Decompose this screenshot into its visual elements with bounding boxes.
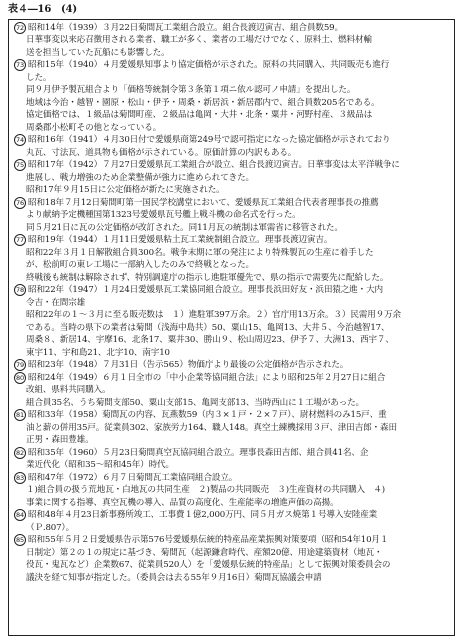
entry-line xyxy=(14,109,449,122)
entry-text: が、松前町の東レ工場に一部納入したのみで終戦となった。 xyxy=(26,260,254,270)
chronology-entry xyxy=(14,359,449,372)
entry-text: 昭和35年（1960）５月23日菊間真空瓦協同組合設立。理事長森田吉郎、組合員41名、企 xyxy=(28,447,369,458)
entry-line xyxy=(14,97,449,110)
entry-line xyxy=(14,459,449,472)
entry-line xyxy=(14,509,449,522)
chronology-table xyxy=(8,19,455,636)
entry-text: 昭和48年４月23日新事務所竣工、工事費１億2,000万円、同５月ガス焼第１号導入安陸産業 xyxy=(28,510,378,520)
chronology-entry xyxy=(14,197,449,235)
entry-text: 昭和14年（1939）３月22日菊間瓦工業組合設立。組合長渡辺寅吉、組合員数59。 xyxy=(28,22,343,33)
entry-line xyxy=(14,172,449,185)
chronology-entry xyxy=(14,372,449,410)
entry-line xyxy=(14,522,449,535)
chronology-entry xyxy=(14,472,449,510)
entry-text: 周桑郡小松町その他となっている。 xyxy=(26,122,162,133)
entry-text: 昭和33年（1958）菊間瓦の内容、瓦燕数59（内３×１戸・２×７戸）、尉材燃料のみ15戸、重 xyxy=(28,410,387,420)
entry-line xyxy=(14,497,449,510)
chronology-entry xyxy=(14,134,449,159)
chronology-entry xyxy=(14,234,449,284)
entry-text: 終戦後も統制は解除されず、特別調達庁の指示し進駐軍優先で、県の指示で需要先に配給した。 xyxy=(26,272,389,283)
entry-text: 進展し、戦力増強のため企業整備が強力に進められてきた。 xyxy=(26,172,254,183)
entry-text: 地域は今治・越智・園原・松山・伊予・周桑・新居浜・新居郡内で、組合員数205名である。 xyxy=(26,97,380,108)
chronology-entry xyxy=(14,159,449,197)
entry-text: 昭和18年７月12日菊間町第一国民学校講堂において、愛媛県瓦工業組合代表者理事長の推薦 xyxy=(28,197,379,208)
entry-line xyxy=(14,22,449,35)
entry-text: 昭和55年５月２日愛媛県告示第576号愛媛県伝統的特産品産業振興対策要項（昭和54年10月１ xyxy=(28,535,389,545)
entry-text: 昭和17年９月15日に公定価格が新たに実施された。 xyxy=(26,185,225,195)
entry-number-badge: 84 xyxy=(14,509,26,521)
entry-line xyxy=(14,559,449,572)
entry-line xyxy=(14,134,449,147)
entry-text: 昭和22年３月１日解散組合員300名。戦争末期に軍の発注により特殊製瓦の生産に着手した xyxy=(26,247,374,258)
entry-line xyxy=(14,234,449,247)
entry-line xyxy=(14,72,449,85)
entry-text: 昭和16年（1941）４月30日付で愛媛県商第249号で認可指定になった協定価格が示されており xyxy=(28,135,391,145)
entry-text: 昭和17年（1942）７月27日愛媛県瓦工業組合が設立、組合長渡辺寅吉。日華事変は太平洋戦争に xyxy=(28,160,400,170)
entry-text: 東宇11、宇和島21、北宇10、南宇10 xyxy=(26,347,170,358)
entry-text: 正男・森田豊雄。 xyxy=(26,435,94,445)
entry-text: 役瓦・鬼瓦など）企業数67、従業員520人）を「愛媛県伝統的特産品」として振興対策委員会の xyxy=(26,560,391,570)
entry-number-badge: 85 xyxy=(14,534,26,546)
entry-text: より献納予定機種国第1323号愛媛県瓦号艦上戦斗機の命名式を行った。 xyxy=(26,210,301,220)
entry-text: 昭和22年（1947）１月24日愛媛県瓦工業協同組合設立。理事長浜田好友・浜田猿之進・大内 xyxy=(28,285,383,295)
entry-line xyxy=(14,347,449,360)
entry-text: 昭和19年（1944）１月11日愛媛県粘土瓦工業統制組合設立。理事長渡辺寅吉。 xyxy=(28,235,333,245)
entry-text: 昭和15年（1940）４月愛媛県知事より協定価格が示された。原料の共同購入、共同販売も進行 xyxy=(28,60,390,70)
entry-line xyxy=(14,409,449,422)
entry-line xyxy=(14,572,449,585)
entry-number-badge: 74 xyxy=(14,134,26,146)
entry-line xyxy=(14,122,449,135)
entry-text: である。当時の県下の業者は菊間（浅海中島共）50、粟山15、亀岡13、大井５、今治越智17、 xyxy=(26,322,390,333)
entry-text: １)組合員の扱う荒地瓦・白地瓦の共同生産 ２)製品の共同販売 ３)生産資材の共同購入 ４) xyxy=(26,485,386,495)
entry-line xyxy=(14,197,449,210)
chronology-entry xyxy=(14,284,449,359)
entry-text: 議決を経て知事が指定した。（委員会は去る55年９月16日）菊間瓦協議会申請 xyxy=(26,572,322,583)
entry-line xyxy=(14,184,449,197)
entry-number-badge: 77 xyxy=(14,234,26,246)
entry-line xyxy=(14,434,449,447)
entry-text: 丸瓦、寸法瓦、道具物も価格が示されている。原価計算の内訳もある。 xyxy=(26,147,297,158)
entry-text: 改組、県料共同購入。 xyxy=(26,385,111,395)
entry-line xyxy=(14,209,449,222)
entry-text: 協定価格では、１級品は菊間町産、２級品は亀岡・大井・北条・粟井・河野村産、３級品は xyxy=(26,110,373,120)
entry-line xyxy=(14,284,449,297)
entry-line xyxy=(14,159,449,172)
entry-line xyxy=(14,259,449,272)
entry-number-badge: 80 xyxy=(14,372,26,384)
table-label: 表４―16 (4) xyxy=(8,4,77,15)
entry-line xyxy=(14,484,449,497)
entry-number-badge: 79 xyxy=(14,359,26,371)
entry-line xyxy=(14,309,449,322)
entry-line xyxy=(14,84,449,97)
entry-line xyxy=(14,384,449,397)
entry-number-badge: 76 xyxy=(14,197,26,209)
entry-line xyxy=(14,372,449,385)
entry-line xyxy=(14,59,449,72)
entry-text: 昭和22年の１～３月に至る販売数は １）進駐軍397万余。２）官庁用13万余。３）民需用９万余 xyxy=(26,310,401,320)
entry-number-badge: 82 xyxy=(14,447,26,459)
entry-number-badge: 81 xyxy=(14,409,26,421)
entry-line xyxy=(14,422,449,435)
entry-text: 昭和24年（1949）６月１日全市の「中小企業等協同組合法」により昭和25年２月27日に組合 xyxy=(28,372,386,383)
entry-number-badge: 72 xyxy=(14,22,26,34)
entry-text: 周桑８、新居14、宇摩16、北条17、粟井30、勝山９、松山周辺23、伊予７、大洲13、西宇７、 xyxy=(26,335,394,345)
entry-line xyxy=(14,472,449,485)
entry-line xyxy=(14,222,449,235)
entry-line xyxy=(14,359,449,372)
entry-text: 日制定）第２の１の規定に基づき、菊間瓦（起源鎌倉時代、産額20億、用途建築資材（地瓦・ xyxy=(26,547,383,558)
entry-line xyxy=(14,334,449,347)
entry-text: 業近代化（昭和35～昭和45年）時代。 xyxy=(26,460,174,470)
entry-text: （Ｐ.807）。 xyxy=(26,522,75,533)
entry-line xyxy=(14,247,449,260)
entry-text: 令吉・在間宗雄 xyxy=(26,297,86,308)
entry-line xyxy=(14,397,449,410)
entry-number-badge: 78 xyxy=(14,284,26,296)
entry-line xyxy=(14,547,449,560)
entry-text: 組合員35名、うち菊間支部50、粟山支部15、亀岡支部13、当時西山に１工場があった。 xyxy=(26,397,364,408)
entry-line xyxy=(14,272,449,285)
entry-line xyxy=(14,147,449,160)
entry-text: 昭和23年（1948）７月31日（告示565）物価庁より最後の公定価格が告示された。 xyxy=(28,360,349,370)
entry-text: 日華事変以来応召徴用される業者、職工が多く、業者の工場だけでなく、原料土、燃料材輸 xyxy=(26,35,372,45)
entry-text: 送を担当していた瓦船にも影響した。 xyxy=(26,47,170,58)
entry-line xyxy=(14,534,449,547)
entry-number-badge: 83 xyxy=(14,472,26,484)
chronology-entry xyxy=(14,22,449,60)
entry-text: 同９月伊予製瓦組合より「価格等統制令第３条第１項ニ依ル認可ノ申請」を提出した。 xyxy=(26,85,356,95)
chronology-entry xyxy=(14,509,449,534)
chronology-entry xyxy=(14,409,449,447)
entry-line xyxy=(14,34,449,47)
entry-text: した。 xyxy=(26,72,52,83)
entry-number-badge: 75 xyxy=(14,159,26,171)
entry-line xyxy=(14,297,449,310)
entry-line xyxy=(14,47,449,60)
chronology-entry xyxy=(14,59,449,134)
entry-text: 油と薪の併用35戸。従業員302、家族労力164、職人148。真空土練機採用３戸、津田吉郎・森田 xyxy=(26,422,397,433)
entry-line xyxy=(14,322,449,335)
chronology-entry xyxy=(14,534,449,584)
entry-line xyxy=(14,447,449,460)
entry-text: 昭和47年（1972）６月７日菊間瓦工業協同組合設立。 xyxy=(28,472,238,483)
entry-text: 事業に関する指導、真空瓦機の導入、品質の高度化、生産能率の増進声価の高揚。 xyxy=(26,497,339,508)
chronology-entry xyxy=(14,447,449,472)
entry-text: 同５月21日に瓦の公定価格が改訂された。同11月瓦の統制は軍需省に移管された。 xyxy=(26,222,343,233)
entry-number-badge: 73 xyxy=(14,59,26,71)
